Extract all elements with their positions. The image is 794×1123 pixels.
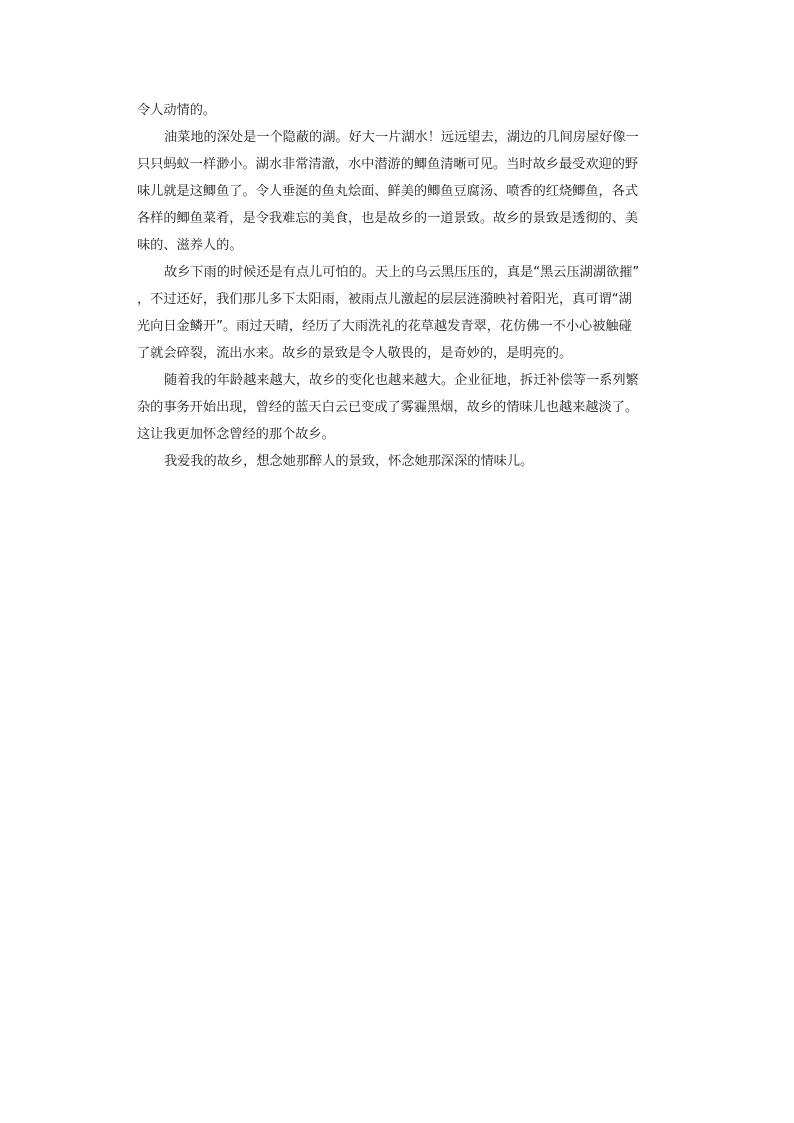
text-line: 各样的鲫鱼菜肴，是令我难忘的美食，也是故乡的一道景致。故乡的景致是透彻的、美: [137, 211, 639, 226]
text-line: ，不过还好，我们那儿多下太阳雨，被雨点儿激起的层层涟漪映衬着阳光，真可谓“湖: [137, 292, 632, 307]
text-line: 杂的事务开始出现，曾经的蓝天白云已变成了雾霾黑烟，故乡的情味儿也越来越淡了。: [137, 400, 639, 415]
text-line: 令人动情的。: [137, 103, 217, 118]
text-line: 随着我的年龄越来越大，故乡的变化也越来越大。企业征地，拆迁补偿等一系列繁: [164, 373, 639, 388]
body-text: [137, 97, 661, 475]
text-line: 只只蚂蚁一样渺小。湖水非常清澈，水中潜游的鲫鱼清晰可见。当时故乡最受欢迎的野: [137, 157, 639, 172]
text-line: 光向日金鳞开”。雨过天晴，经历了大雨洗礼的花草越发青翠，花仿佛一不小心被触碰: [137, 319, 632, 334]
text-line: 了就会碎裂，流出水来。故乡的景致是令人敬畏的，是奇妙的，是明亮的。: [137, 346, 573, 361]
text-line: 我爱我的故乡，想念她那醉人的景致，怀念她那深深的情味儿。: [164, 454, 534, 469]
text-line: 味的、滋养人的。: [137, 238, 243, 253]
text-line: 故乡下雨的时候还是有点儿可怕的。天上的乌云黑压压的，真是“黑云压湖湖欲摧”: [164, 265, 640, 280]
text-line: 油菜地的深处是一个隐蔽的湖。好大一片湖水！远远望去，湖边的几间房屋好像一: [164, 130, 639, 145]
text-line: 这让我更加怀念曾经的那个故乡。: [137, 427, 335, 442]
text-line: 味儿就是这鲫鱼了。令人垂涎的鱼丸烩面、鲜美的鲫鱼豆腐汤、喷香的红烧鲫鱼，各式: [137, 184, 639, 199]
